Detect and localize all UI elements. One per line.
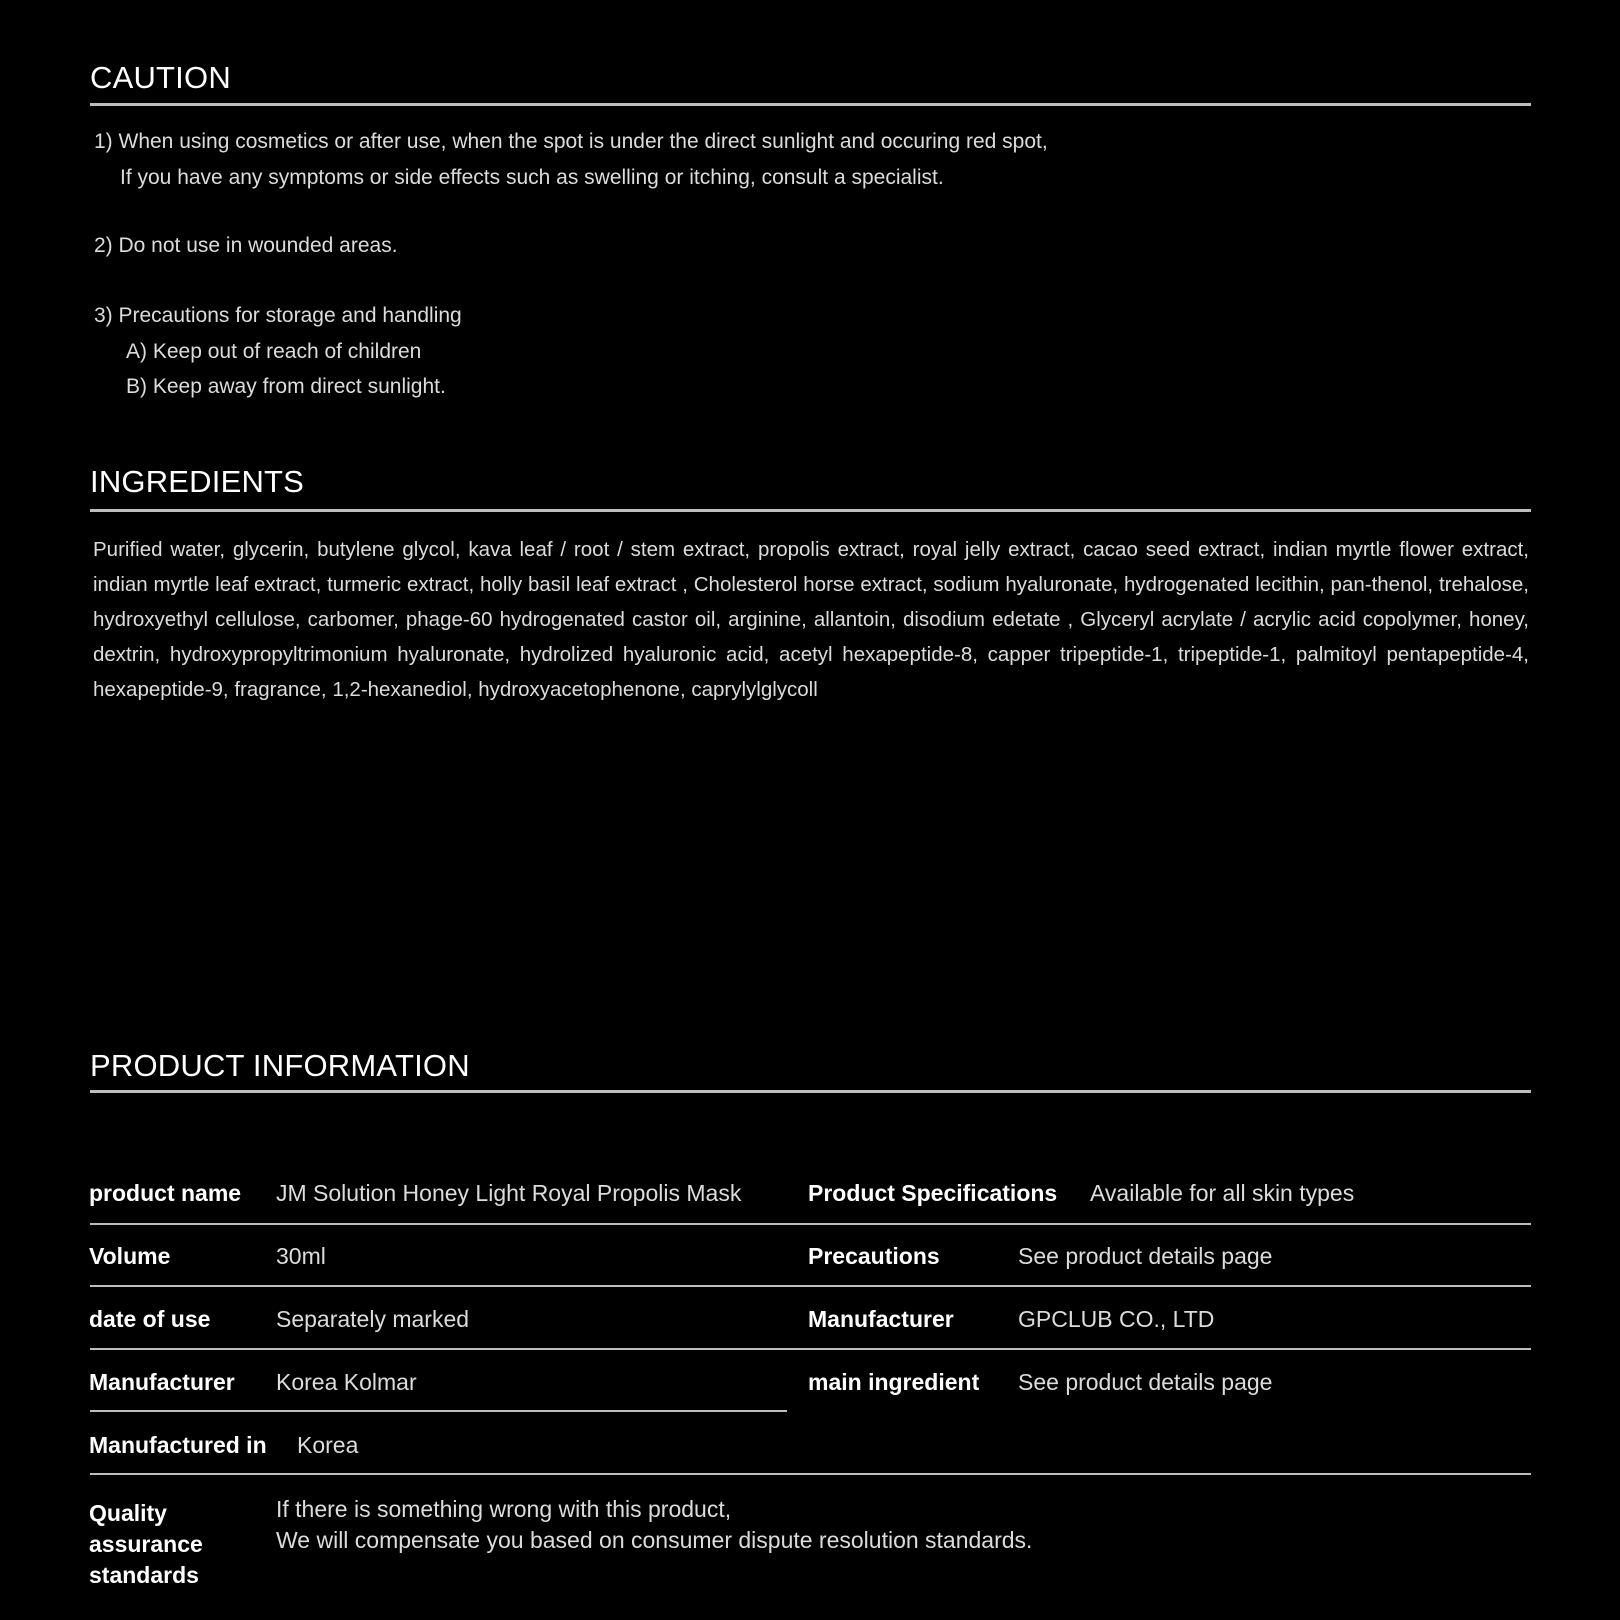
row-divider-half	[90, 1410, 787, 1412]
product-info-title: PRODUCT INFORMATION	[90, 1048, 470, 1083]
row-divider	[90, 1348, 1531, 1350]
manufacturer-right-label: Manufacturer	[808, 1306, 954, 1332]
manufacturer-right-value: GPCLUB CO., LTD	[1018, 1306, 1215, 1332]
caution-item-2: 2) Do not use in wounded areas.	[94, 234, 398, 257]
ingredients-divider	[90, 509, 1531, 512]
manufactured-in-label: Manufactured in	[89, 1432, 267, 1458]
caution-item-1: 1) When using cosmetics or after use, when the spot is under the direct sunlight and occuring red spot,	[94, 130, 1048, 153]
date-of-use-value: Separately marked	[276, 1306, 470, 1332]
manufacturer-left-label: Manufacturer	[89, 1369, 235, 1395]
caution-title: CAUTION	[90, 60, 231, 95]
quality-assurance-line-1: If there is something wrong with this product,	[276, 1496, 732, 1522]
product-name-value: JM Solution Honey Light Royal Propolis Mask	[276, 1180, 742, 1206]
precautions-label: Precautions	[808, 1243, 940, 1269]
row-divider	[90, 1285, 1531, 1287]
product-specifications-value: Available for all skin types	[1090, 1180, 1355, 1206]
caution-item-3: 3) Precautions for storage and handling	[94, 304, 462, 327]
caution-item-3a: A) Keep out of reach of children	[126, 340, 422, 363]
caution-item-1-continued: If you have any symptoms or side effects such as swelling or itching, consult a specialist.	[120, 166, 944, 189]
precautions-value: See product details page	[1018, 1243, 1273, 1269]
main-ingredient-value: See product details page	[1018, 1369, 1273, 1395]
volume-label: Volume	[89, 1243, 171, 1269]
volume-value: 30ml	[276, 1243, 326, 1269]
row-divider	[90, 1223, 1531, 1225]
manufacturer-left-value: Korea Kolmar	[276, 1369, 417, 1395]
row-divider	[90, 1473, 1531, 1475]
main-ingredient-label: main ingredient	[808, 1369, 980, 1395]
ingredients-list: Purified water, glycerin, butylene glycol, kava leaf / root / stem extract, propolis extract, royal jelly extract, cacao seed extract, indian myrtle flower extract, indian myrtle leaf extract, turmeric extract, holly basil leaf extract , Cholesterol horse extract, sodium hyaluronate, hydrogenated lecithin, pan-thenol, trehalose, hydroxyethyl cellulose, carbomer, phage-60 hydrogenated castor oil, arginine, allantoin, disodium edetate , Glyceryl acrylate / acrylic acid copolymer, honey, dextrin, hydroxypropyltrimonium hyaluronate, hydrolized hyaluronic acid, acetyl hexapeptide-8, capper tripeptide-1, tripeptide-1, palmitoyl pentapeptide-4, hexapeptide-9, fragrance, 1,2-hexanediol, hydroxyacetophenone, caprylylglycoll	[93, 538, 1529, 701]
ingredients-title: INGREDIENTS	[90, 464, 305, 499]
product-name-label: product name	[89, 1180, 242, 1206]
caution-item-3b: B) Keep away from direct sunlight.	[126, 375, 446, 398]
caution-divider	[90, 103, 1531, 106]
product-info-divider	[90, 1090, 1531, 1093]
quality-assurance-line-2: We will compensate you based on consumer dispute resolution standards.	[276, 1527, 1033, 1553]
date-of-use-label: date of use	[89, 1306, 211, 1332]
quality-assurance-label: Quality assurance standards	[89, 1500, 203, 1588]
product-specifications-label: Product Specifications	[808, 1180, 1058, 1206]
manufactured-in-value: Korea	[297, 1432, 359, 1458]
